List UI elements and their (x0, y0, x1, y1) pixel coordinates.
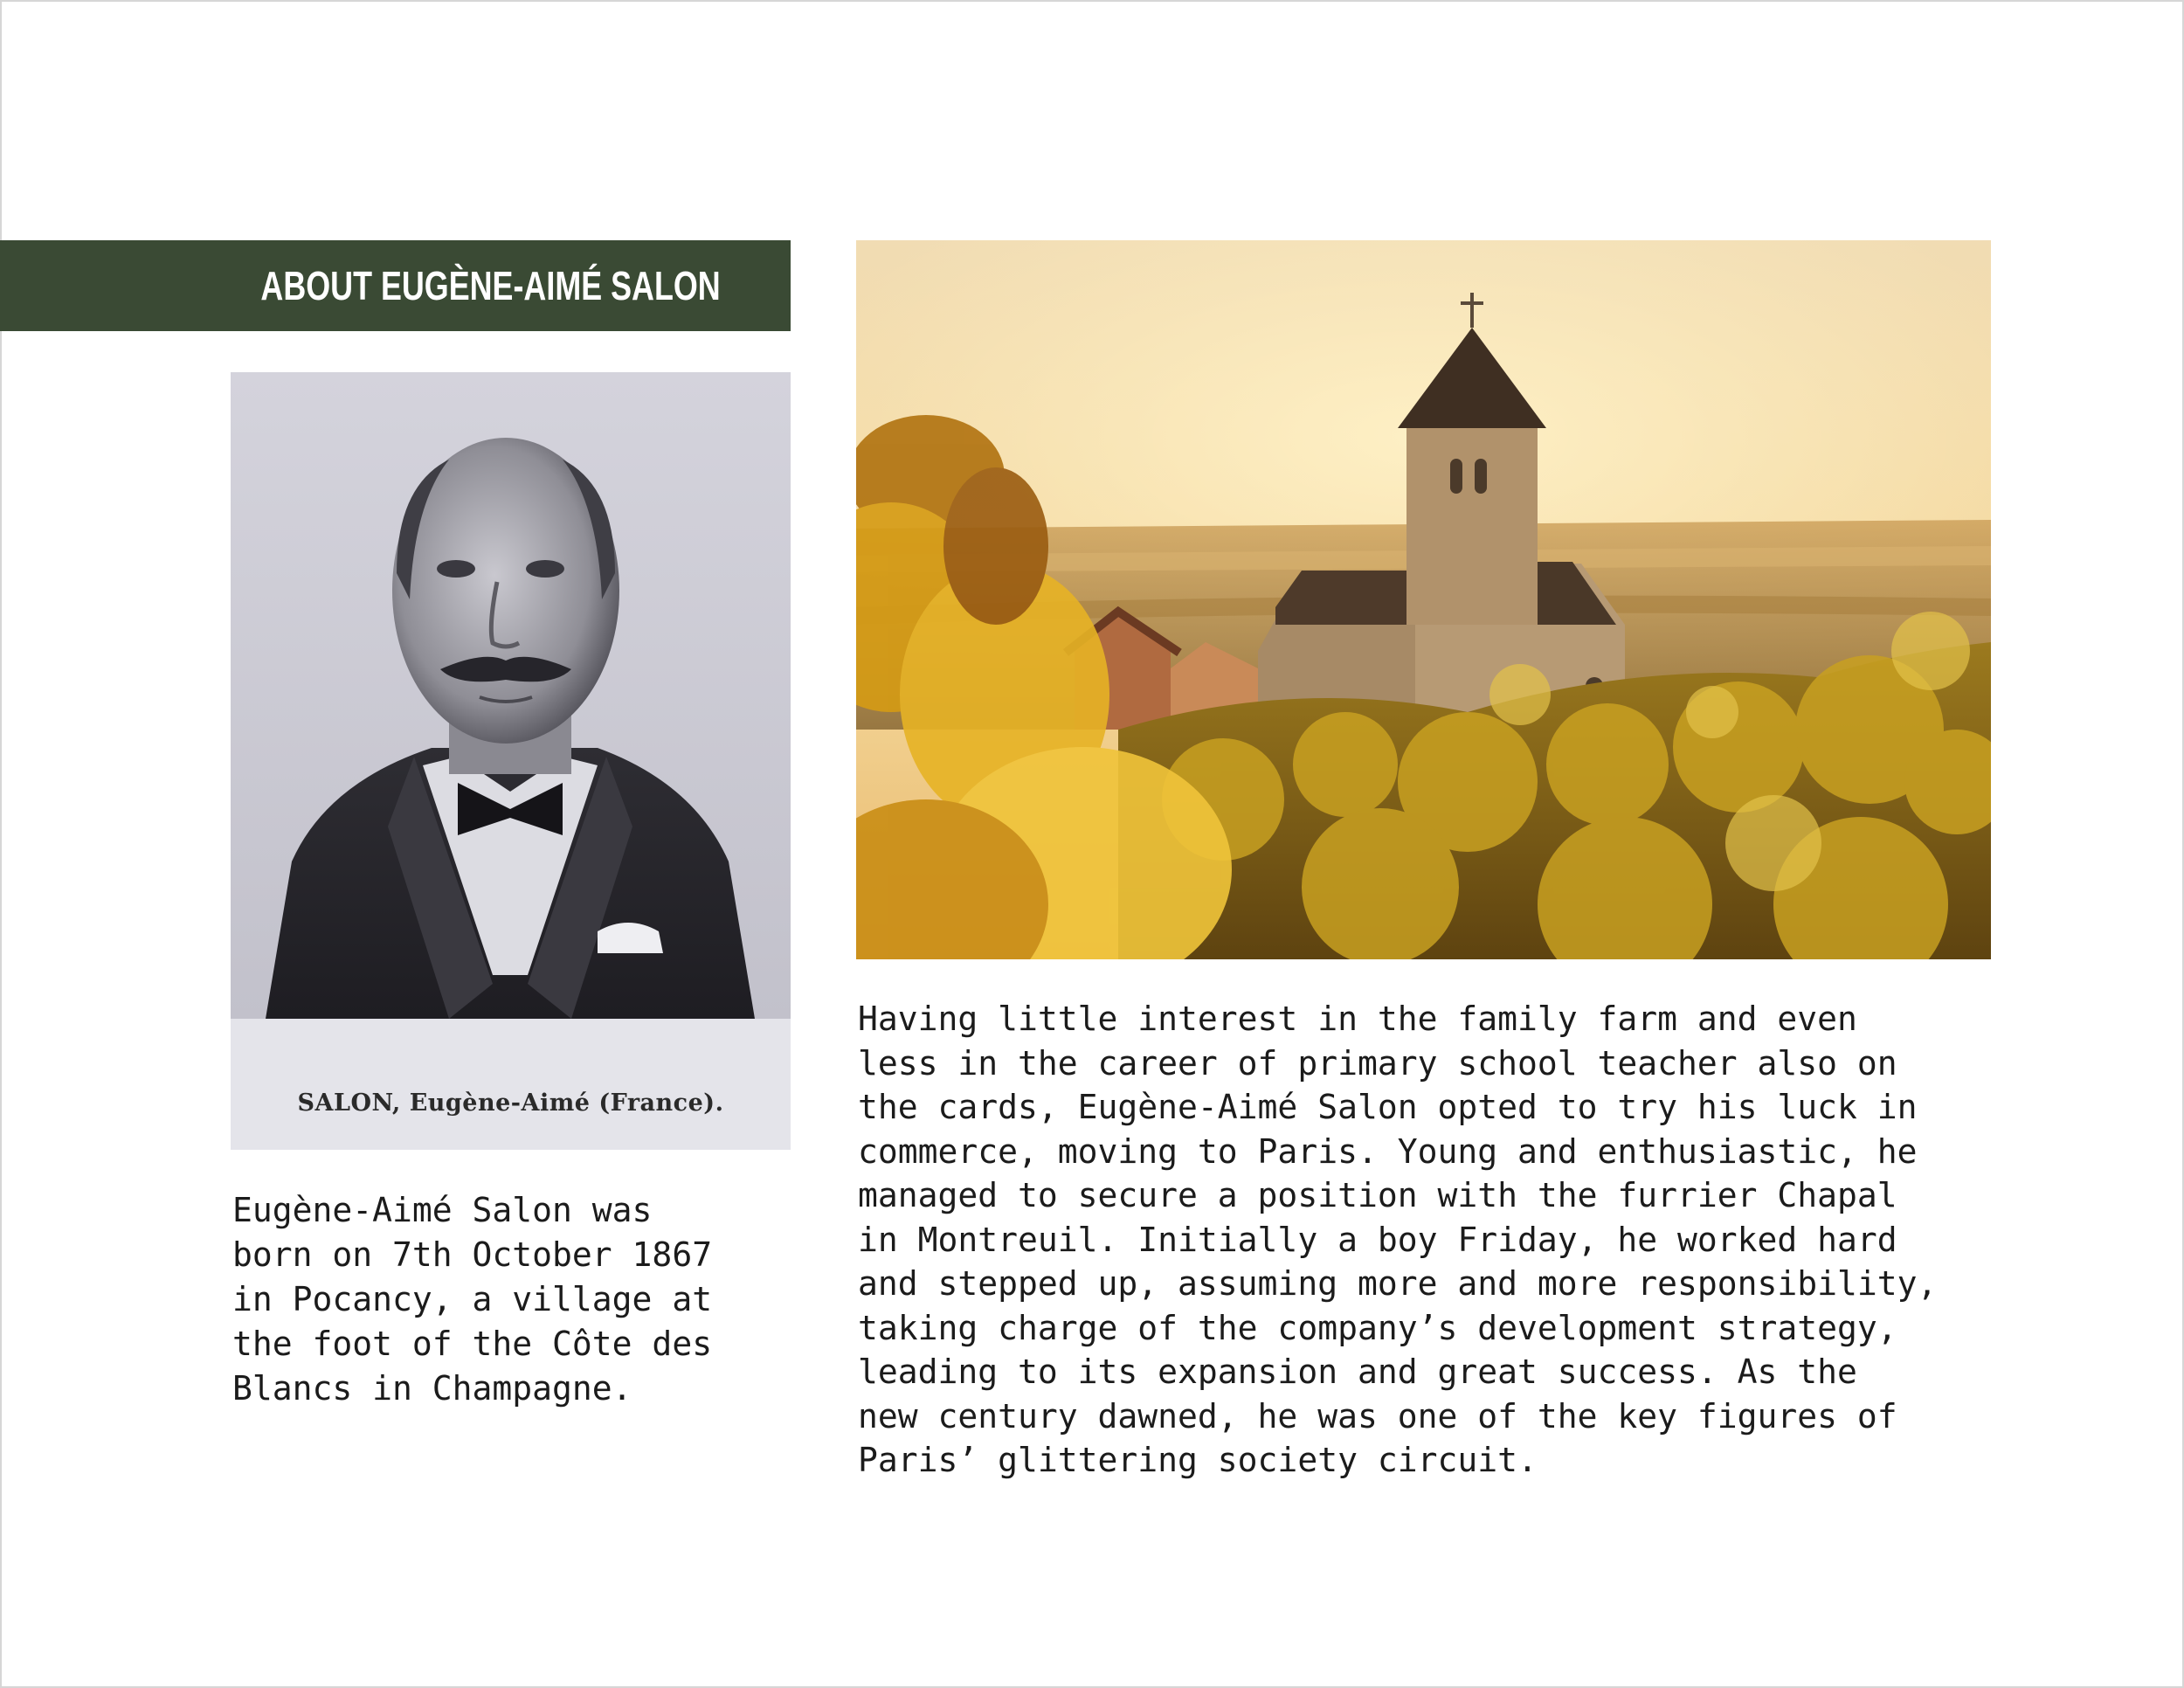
vineyard-illustration (856, 240, 1991, 959)
portrait-photo (231, 372, 791, 1150)
section-title: ABOUT EUGÈNE-AIMÉ SALON (260, 263, 721, 308)
section-banner (0, 240, 791, 331)
story-paragraph: Having little interest in the family farm and even less in the career of primary school teacher also on the cards, Eugène-Aimé Salon opted to try his luck in commerce, moving to Paris. Young and enthusiastic, he managed to secure a position with the furrier Chapal in Montreuil. Initially a boy Friday, he worked hard and stepped up, assuming more and more responsibility, taking charge of the company’s development strategy, leading to its expansion and great success. As the new century dawned, he was one of the key figures of Paris’ glittering society circuit. (858, 1000, 1938, 1479)
bio-paragraph: Eugène-Aimé Salon was born on 7th October 1867 in Pocancy, a village at the foot of the Côte des Blancs in Champagne. (232, 1191, 713, 1408)
portrait-caption: SALON, Eugène-Aimé (France). (297, 1090, 724, 1117)
portrait-illustration (231, 372, 791, 1150)
vineyard-church-photo (856, 240, 1991, 959)
